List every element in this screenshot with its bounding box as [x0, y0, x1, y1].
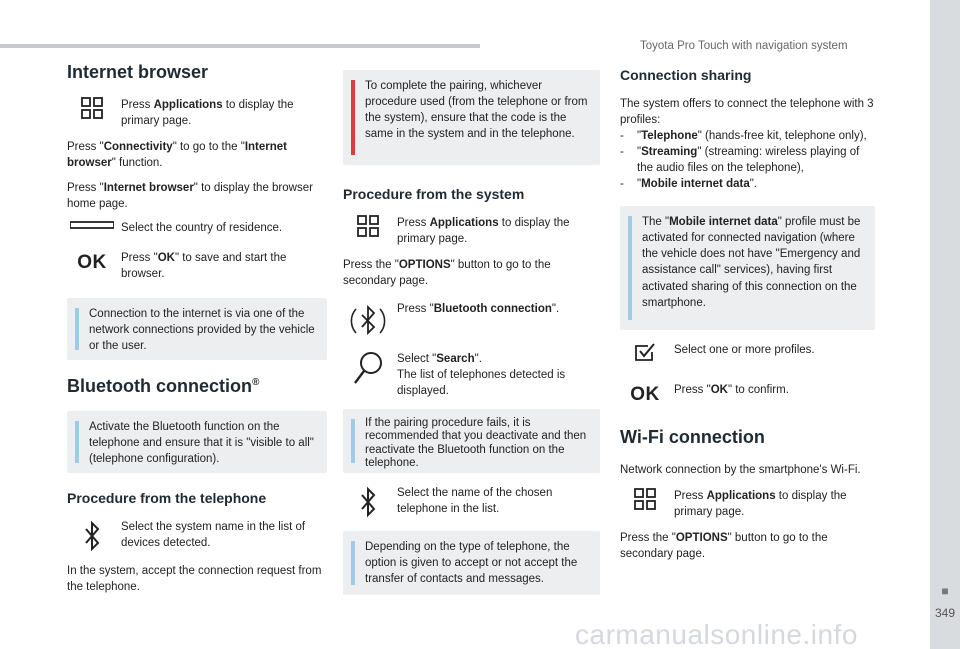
input-field-icon: [67, 220, 117, 230]
column-2: [343, 70, 600, 607]
note-text: Activate the Bluetooth function on the telephone and ensure that it is "visible to all" (telephone configuration).: [89, 421, 314, 466]
internet-browser-heading: Internet browser: [67, 62, 209, 82]
header-rule: [0, 44, 480, 48]
wifi-paragraph: Network connection by the smartphone's Wi-Fi.: [620, 463, 861, 476]
note-text: To complete the pairing, whichever procedure used (from the telephone or from the system), ensure that the code is the same in the system and in the telephone.: [365, 80, 588, 141]
step-country: [67, 220, 327, 236]
step-select-profiles: [620, 342, 875, 362]
step-ok: [67, 250, 327, 282]
step-text: Select the system name in the list of devices detected.: [121, 520, 306, 549]
note-text: The "Mobile internet data" profile must be activated for connected navigation (where the vehicle does not have "Emergency and assistance call" services), having first activated sharing of this connection on the smartphone.: [642, 216, 861, 309]
info-note: [343, 409, 600, 473]
browser-paragraph: Press "Internet browser" to display the browser home page.: [67, 181, 313, 210]
ok-icon: OK: [630, 384, 660, 406]
apps-grid-icon: [343, 215, 393, 237]
step-ok: [620, 382, 875, 409]
page-edge-band: [930, 0, 960, 649]
list-item: - "Streaming" (streaming: wireless playing of the audio files on the telephone),: [620, 144, 875, 176]
search-icon: [343, 351, 393, 385]
warning-note: [343, 70, 600, 165]
step-choose-phone: [343, 485, 600, 519]
step-select-system: [67, 519, 327, 553]
list-item: - "Mobile internet data".: [620, 176, 875, 192]
step-text: Press Applications to display the primary page.: [674, 490, 847, 519]
info-bar: [351, 419, 355, 463]
bluetooth-icon: [343, 485, 393, 519]
wifi-heading: Wi-Fi connection: [620, 426, 765, 447]
options-paragraph: Press the "OPTIONS" button to go to the secondary page.: [343, 258, 551, 287]
note-text: Depending on the type of telephone, the option is given to accept or not accept the transfer of contacts and messages.: [365, 541, 578, 586]
step-text: Press "OK" to save and start the browser.: [121, 251, 287, 280]
info-bar: [75, 308, 79, 350]
procedure-system-heading: Procedure from the system: [343, 186, 525, 202]
info-note: [67, 298, 327, 360]
step-text: Select one or more profiles.: [674, 344, 815, 357]
column-1: [67, 60, 327, 603]
watermark: carmanualsonline.info: [575, 619, 858, 649]
info-note: [620, 206, 875, 330]
bluetooth-heading: Bluetooth connection®: [67, 376, 260, 397]
page-number: 349: [934, 606, 956, 620]
info-bar: [75, 421, 79, 463]
step-bluetooth-connection: [343, 301, 600, 341]
apps-grid-icon: [620, 488, 670, 510]
accept-paragraph: In the system, accept the connection request from the telephone.: [67, 564, 322, 593]
ok-icon: OK: [77, 251, 107, 273]
checkbox-icon: [620, 342, 670, 362]
continuation-mark: ■: [941, 584, 949, 598]
step-text: Press "Bluetooth connection".: [397, 302, 560, 315]
step-text: Press Applications to display the primary page.: [397, 216, 570, 245]
info-bar: [628, 216, 632, 320]
header-title: Toyota Pro Touch with navigation system: [640, 40, 848, 52]
step-text: Select the name of the chosen telephone in the list.: [397, 487, 553, 516]
step-text: Select "Search". The list of telephones detected is displayed.: [397, 352, 566, 398]
note-text: Connection to the internet is via one of the network connections provided by the vehicle or the user.: [89, 308, 315, 353]
sharing-intro: The system offers to connect the telephone with 3 profiles:: [620, 97, 874, 126]
step-text: Press "OK" to confirm.: [674, 384, 789, 397]
connectivity-paragraph: Press "Connectivity" to go to the "Internet browser" function.: [67, 141, 287, 170]
list-item: - "Telephone" (hands-free kit, telephone only),: [620, 128, 875, 144]
warning-bar: [351, 80, 355, 155]
bluetooth-wave-icon: [343, 301, 393, 341]
info-note: [343, 531, 600, 595]
step-applications: [343, 215, 600, 247]
bluetooth-icon: [67, 519, 117, 553]
column-3: [620, 66, 875, 570]
connection-sharing-heading: Connection sharing: [620, 67, 752, 83]
step-applications: [67, 97, 327, 129]
procedure-telephone-heading: Procedure from the telephone: [67, 490, 267, 507]
step-search: [343, 351, 600, 399]
info-note: [67, 411, 327, 473]
apps-grid-icon: [67, 97, 117, 119]
profile-list: [620, 128, 875, 192]
note-text: If the pairing procedure fails, it is recommended that you deactivate and then reactivate the Bluetooth function on the telephone.: [365, 417, 587, 469]
info-bar: [351, 541, 355, 585]
step-text: Press Applications to display the primary page.: [121, 99, 294, 128]
step-text: Select the country of residence.: [121, 221, 283, 234]
options-paragraph: Press the "OPTIONS" button to go to the secondary page.: [620, 532, 828, 561]
step-applications: [620, 488, 875, 520]
